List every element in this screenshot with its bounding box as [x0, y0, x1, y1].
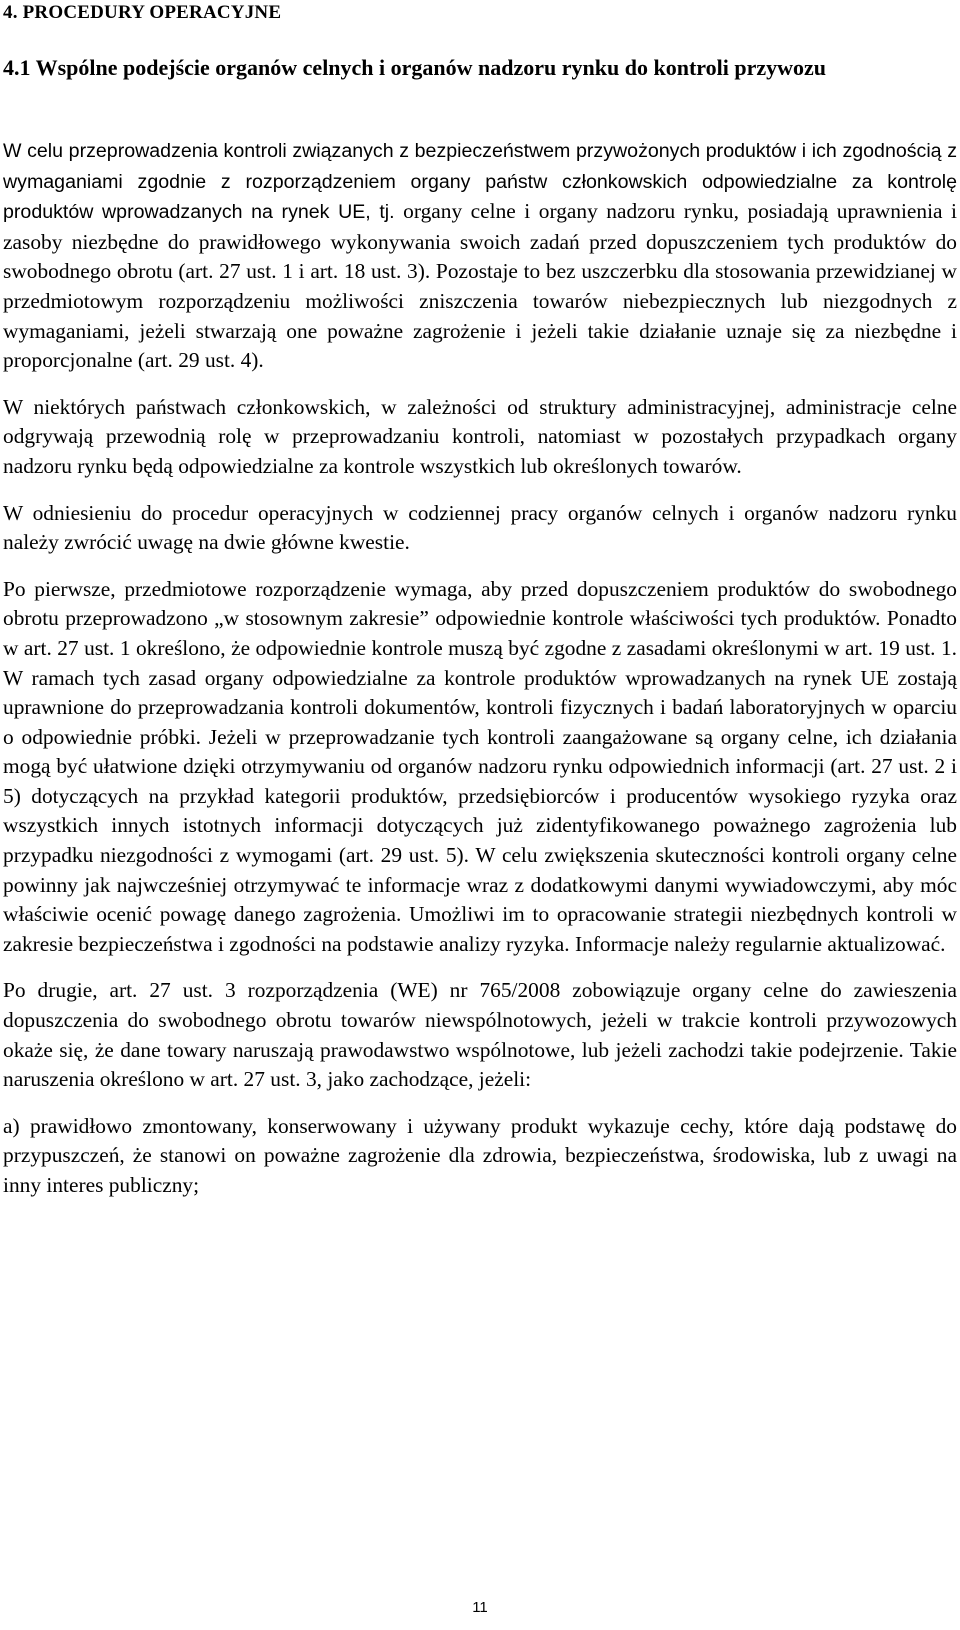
- page-number: 11: [472, 1599, 488, 1616]
- paragraph-3: W odniesieniu do procedur operacyjnych w codziennej pracy organów celnych i organów nadzoru rynku należy zwrócić uwagę na dwie główne kwestie.: [3, 500, 957, 555]
- chapter-heading: [3, 2, 281, 24]
- paragraph-5: Po drugie, art. 27 ust. 3 rozporządzenia (WE) nr 765/2008 zobowiązuje organy celne do zawieszenia dopuszczenia do swobodnego obrotu towarów niewspólnotowych, jeżeli w trakcie kontroli przywozowych okaże się, że dane towary naruszają prawodawstwo wspólnotowe, lub jeżeli zachodzi takie podejrzenie. Takie naruszenia określono w art. 27 ust. 3, jako zachodzące, jeżeli:: [3, 978, 957, 1092]
- section-heading: 4.1 Wspólne podejście organów celnych i organów nadzoru rynku do kontroli przywozu: [3, 55, 827, 80]
- list-item-a: a) prawidłowo zmontowany, konserwowany i używany produkt wykazuje cechy, które dają podstawę do przypuszczeń, że stanowi on poważne zagrożenie dla zdrowia, bezpieczeństwa, środowiska, lub z uwagi na inny interes publiczny;: [3, 1113, 957, 1197]
- chapter-number: 4.: [3, 2, 18, 23]
- paragraph-1-part-b: organy celne i organy nadzoru rynku, posiadają uprawnienia i zasoby niezbędne do prawidłowego wykonywania swoich zadań przed dopuszczeniem tych produktów do swobodnego obrotu (art. 27 ust. 1 i art. 18 ust. 3). Pozostaje to bez uszczerbku dla stosowania przewidzianej w przedmiotowym rozporządzeniu możliwości zniszczenia towarów niebezpiecznych lub niezgodnych z wymaganiami, jeżeli stwarzają one poważne zagrożenie i jeżeli takie działanie uznaje się za niezbędne i proporcjonalne (art. 29 ust. 4).: [3, 199, 957, 373]
- paragraph-1: [3, 136, 957, 376]
- paragraph-1-part-a: W celu przeprowadzenia kontroli związanych z bezpieczeństwem przywożonych produktów i ich zgodnością z wymaganiami zgodnie z rozporządzeniem organy państw członkowskich odpowiedzialne za kontrolę produktów wprowadzanych na rynek UE, tj.: [3, 140, 957, 224]
- chapter-title: PROCEDURY OPERACYJNE: [22, 2, 282, 23]
- paragraph-2: W niektórych państwach członkowskich, w zależności od struktury administracyjnej, administracje celne odgrywają przewodnią rolę w przeprowadzaniu kontroli, natomiast w pozostałych przypadkach organy nadzoru rynku będą odpowiedzialne za kontrole wszystkich lub określonych towarów.: [3, 394, 957, 478]
- document-body: [3, 136, 957, 1218]
- paragraph-4: Po pierwsze, przedmiotowe rozporządzenie wymaga, aby przed dopuszczeniem produktów do swobodnego obrotu przeprowadzono „w stosownym zakresie” odpowiednie kontrole właściwości tych produktów. Ponadto w art. 27 ust. 1 określono, że odpowiednie kontrole muszą być zgodne z zasadami określonymi w art. 19 ust. 1. W ramach tych zasad organy odpowiedzialne za kontrole produktów wprowadzanych na rynek UE zostają uprawnione do przeprowadzania kontroli dokumentów, kontroli fizycznych i badań laboratoryjnych w oparciu o odpowiednie próbki. Jeżeli w przeprowadzanie tych kontroli zaangażowane są organy celne, ich działania mogą być ułatwione dzięki otrzymywaniu od organów nadzoru rynku odpowiednich informacji (art. 27 ust. 2 i 5) dotyczących na przykład kategorii produktów, przedsiębiorców i producentów wysokiego ryzyka oraz wszystkich innych istotnych informacji dotyczących już zidentyfikowanego poważnego zagrożenia lub przypadku niezgodności z wymogami (art. 29 ust. 5). W celu zwiększenia skuteczności kontroli organy celne powinny jak najwcześniej otrzymywać te informacje wraz z dodatkowymi danymi wywiadowczymi, aby móc właściwie ocenić powagę danego zagrożenia. Umożliwi im to opracowanie strategii niezbędnych kontroli w zakresie bezpieczeństwa i zgodności na podstawie analizy ryzyka. Informacje należy regularnie aktualizować.: [3, 576, 957, 956]
